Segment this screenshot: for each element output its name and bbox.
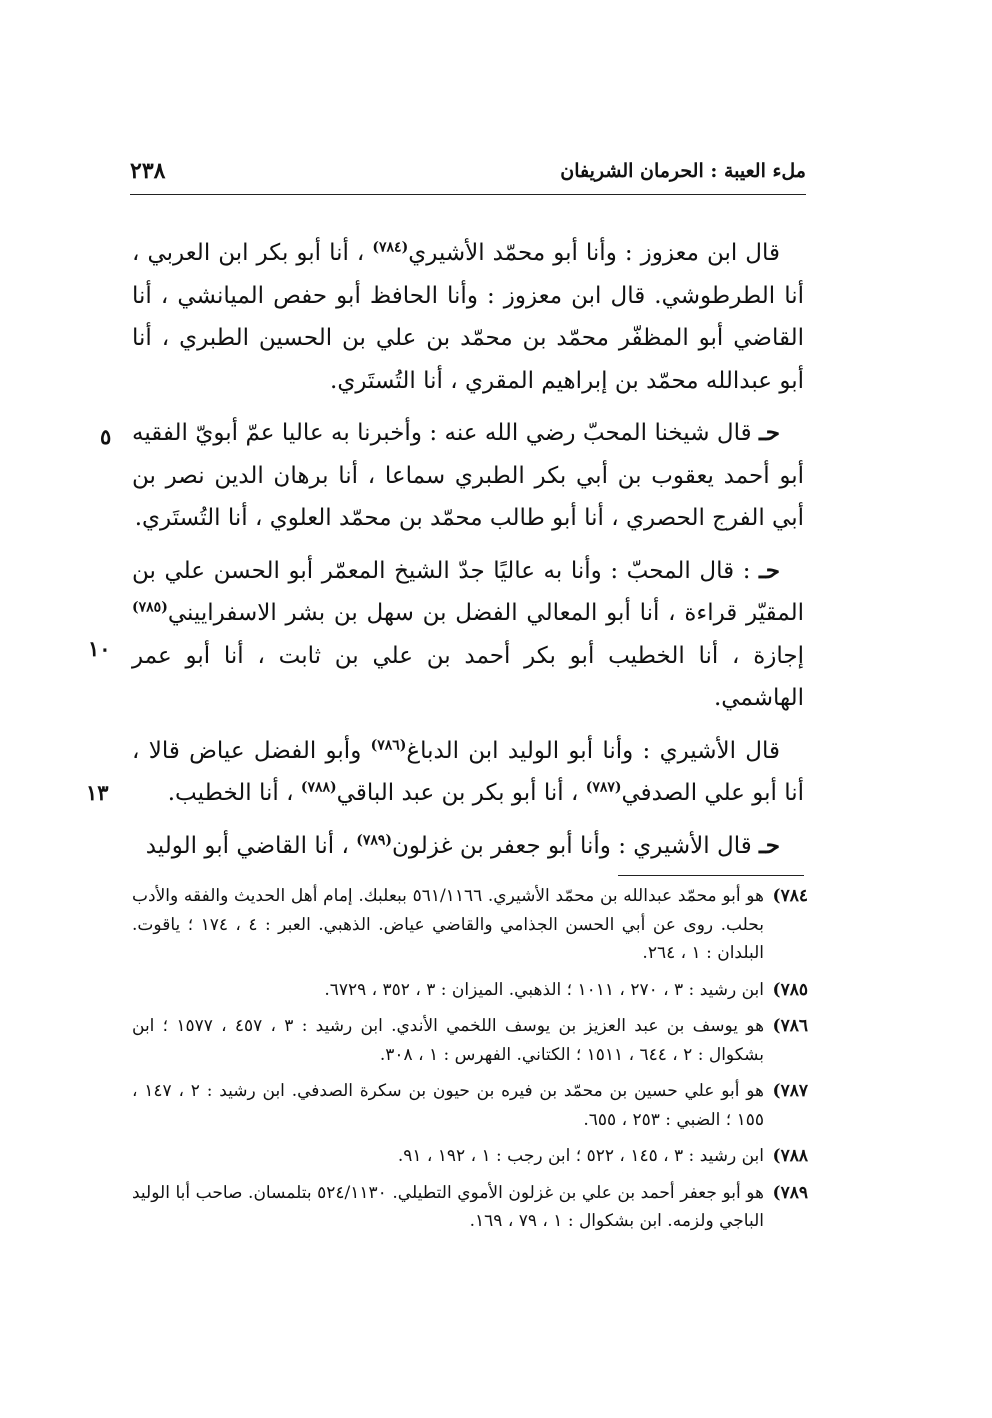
- footnote-ref: (٧٨٧): [585, 779, 622, 796]
- running-header: [130, 158, 806, 190]
- footnote-ref: (٧٨٩): [356, 831, 393, 848]
- paragraph-3: حـ : قال المحبّ : وأنا به عاليًا جدّ الشيخ المعمّر أبو الحسن علي بن المقيّر قراءة ، أنا أبو المعالي الفضل بن سهل بن بشر الاسفراييني$^{(٧٨٥)}$ إجازة ، أنا الخطيب أبو بكر أحمد بن علي بن ثابت ، أنا أبو عمر الهاشمي.: [132, 556, 804, 711]
- footnote: [132, 1012, 808, 1069]
- transition-mark: حـ: [759, 556, 780, 584]
- footnote-text: هو يوسف بن عبد العزيز بن يوسف اللخمي الأندي. ابن رشيد : ٣ ، ٤٥٧ ، ١٥٧٧ ؛ ابن بشكوال : ٢ ، ٦٤٤ ، ١٥١١ ؛ الكتاني. الفهرس : ١ ، ٣٠٨.: [132, 1016, 765, 1065]
- footnote: [132, 1179, 808, 1236]
- footnote-ref: (٧٨٥): [132, 599, 168, 616]
- footnote: [132, 882, 808, 968]
- footnote-ref: (٧٨٤): [372, 239, 409, 256]
- footnote-text: ابن رشيد : ٣ ، ٢٧٠ ، ١٠١١ ؛ الذهبي. الميزان : ٣ ، ٣٥٢ ، ٦٧٢٩.: [324, 979, 764, 1000]
- footnote-rule: [618, 875, 804, 876]
- line-number: ٥: [100, 424, 112, 449]
- footnote-number: ٧٨٤): [772, 886, 808, 906]
- footnote-number: ٧٨٩): [772, 1182, 808, 1203]
- paragraph-5: حـ قال الأشيري : وأنا أبو جعفر بن غزلون$^{(٧٨٩)}$ ، أنا القاضي أبو الوليد: [145, 831, 780, 859]
- footnote-text: هو أبو علي حسين بن محمّد بن فيره بن حيون بن سكرة الصدفي. ابن رشيد : ٢ ، ١٤٧ ، ١٥٥ ؛ الضبي : ٢٥٣ ، ٦٥٥.: [132, 1081, 765, 1130]
- header-rule: [130, 194, 806, 195]
- footnote-number: ٧٨٧): [772, 1081, 808, 1101]
- footnote: [132, 1142, 808, 1171]
- line-number: ١٠: [88, 636, 111, 661]
- footnote-text: هو أبو جعفر أحمد بن علي بن غزلون الأموي التطيلي. ٥٢٤/١١٣٠ بتلمسان. صاحب أبا الوليد الباجي ولزمه. ابن بشكوال : ١ ، ٧٩ ، ١٦٩.: [132, 1182, 764, 1231]
- footnote-number: ٧٨٨): [772, 1146, 808, 1166]
- footnote: [132, 1077, 808, 1134]
- footnotes: [132, 882, 808, 1244]
- transition-mark: حـ: [759, 831, 780, 859]
- footnote-number: ٧٨٥): [772, 979, 808, 1000]
- running-title: ملء العيبة : الحرمان الشريفان: [560, 160, 806, 182]
- page-number: ٢٣٨: [130, 158, 166, 184]
- paragraph-1: قال ابن معزوز : وأنا أبو محمّد الأشيري$^{(٧٨٤)}$ ، أنا أبو بكر ابن العربي ، أنا الطرطوشي. قال ابن معزوز : وأنا الحافظ أبو حفص الميانشي ، أنا القاضي أبو المظفّر محمّد بن محمّد بن علي بن الحسين الطبري ، أنا أبو عبدالله محمّد بن إبراهيم المقري ، أنا التُستَري.: [132, 239, 804, 394]
- main-text: [132, 232, 804, 877]
- footnote-number: ٧٨٦): [772, 1016, 808, 1036]
- paragraph-2: حـ قال شيخنا المحبّ رضي الله عنه : وأخبرنا به عاليا عمّ أبويّ الفقيه أبو أحمد يعقوب بن أبي بكر الطبري سماعا ، أنا برهان الدين نصر بن أبي الفرج الحصري ، أنا أبو طالب محمّد بن محمّد العلوي ، أنا التُستَري.: [132, 419, 804, 531]
- footnote: [132, 976, 808, 1005]
- paragraph-4: قال الأشيري : وأنا أبو الوليد ابن الدباغ$^{(٧٨٦)}$ وأبو الفضل عياض قالا ، أنا أبو علي الصدفي$^{(٧٨٧)}$ ، أنا أبو بكر بن عبد الباقي$^{(٧٨٨)}$ ، أنا الخطيب.: [132, 736, 804, 806]
- transition-mark: حـ: [759, 419, 780, 446]
- footnote-ref: (٧٨٨): [300, 779, 337, 796]
- footnote-text: ابن رشيد : ٣ ، ١٤٥ ، ٥٢٢ ؛ ابن رجب : ١ ، ١٩٢ ، ٩١.: [397, 1146, 764, 1166]
- footnote-text: هو أبو محمّد عبدالله بن محمّد الأشيري. ٥٦١/١١٦٦ ببعلبك. إمام أهل الحديث والفقه والأدب بحلب. روى عن أبي الحسن الجذامي والقاضي عياض. الذهبي. العبر : ٤ ، ١٧٤ ؛ ياقوت. البلدان : ١ ، ٢٦٤.: [132, 886, 765, 963]
- footnote-ref: (٧٨٦): [370, 736, 407, 753]
- line-number: ١٣: [86, 780, 109, 805]
